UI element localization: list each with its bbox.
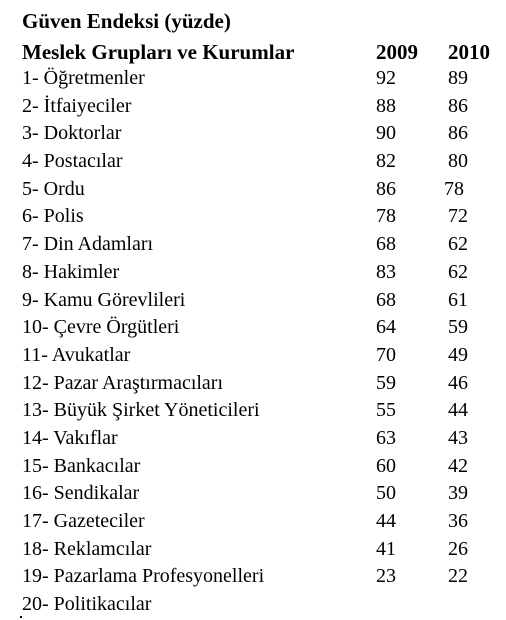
row-label: 6- Polis	[22, 205, 84, 228]
table-row	[22, 286, 502, 314]
value-2009: 59	[376, 371, 396, 394]
value-2010: 86	[448, 122, 468, 145]
column-header-groups: Meslek Grupları ve Kurumlar	[22, 40, 295, 64]
value-2009: 44	[376, 510, 396, 532]
value-2010: 62	[448, 260, 468, 283]
row-label: 2- İtfaiyeciler	[22, 94, 132, 117]
table-row	[22, 369, 502, 397]
value-2010: 26	[448, 537, 468, 560]
row-label: 12- Pazar Araştırmacıları	[22, 371, 224, 394]
value-2009: 68	[376, 233, 396, 256]
value-2010: 46	[448, 371, 468, 394]
value-2010: 22	[448, 565, 468, 588]
column-header-2009: 2009	[376, 40, 418, 64]
value-2010: 78	[444, 177, 464, 200]
value-2009: 55	[376, 399, 396, 422]
table-row	[22, 147, 502, 175]
value-2010: 42	[448, 454, 468, 477]
table-row	[22, 175, 502, 203]
table-row	[22, 452, 502, 480]
value-2010: 36	[448, 510, 468, 532]
value-2010: 89	[448, 67, 468, 89]
row-label: 9- Kamu Görevlileri	[22, 288, 186, 311]
value-2010: 39	[448, 482, 468, 505]
value-2009: 78	[376, 205, 396, 228]
table-row	[22, 479, 502, 507]
row-label: 18- Reklamcılar	[22, 537, 152, 560]
table-row	[22, 230, 502, 258]
row-label: 20- Politikacılar	[22, 593, 152, 616]
table-row	[22, 507, 502, 535]
value-2009: 60	[376, 454, 396, 477]
table-row	[22, 424, 502, 452]
value-2009: 68	[376, 288, 396, 311]
table-row	[22, 590, 502, 618]
row-label: 13- Büyük Şirket Yöneticileri	[22, 399, 260, 422]
table-row	[22, 313, 502, 341]
value-2009: 90	[376, 122, 396, 145]
table-row	[22, 562, 502, 590]
table-row	[22, 202, 502, 230]
table-row	[22, 258, 502, 286]
column-header-2010: 2010	[448, 40, 490, 64]
value-2009: 88	[376, 94, 396, 117]
table-row	[22, 396, 502, 424]
table-header	[22, 38, 502, 66]
page-title: Güven Endeksi (yüzde)	[22, 9, 231, 33]
value-2010: 62	[448, 233, 468, 256]
value-2010: 61	[448, 288, 468, 311]
row-label: 14- Vakıflar	[22, 426, 118, 449]
row-label: 11- Avukatlar	[22, 343, 131, 366]
table-row	[22, 119, 502, 147]
table-row	[22, 92, 502, 120]
value-2010: 59	[448, 316, 468, 339]
row-label: 16- Sendikalar	[22, 482, 140, 505]
value-2009: 63	[376, 426, 396, 449]
value-2009: 64	[376, 316, 396, 339]
row-label: 4- Postacılar	[22, 150, 123, 173]
value-2010: 49	[448, 343, 468, 366]
value-2010: 72	[448, 205, 468, 228]
value-2010: 80	[448, 150, 468, 173]
trust-index-table	[22, 64, 502, 618]
row-label: 5- Ordu	[22, 177, 85, 200]
value-2009: 82	[376, 150, 396, 173]
row-label: 8- Hakimler	[22, 260, 120, 283]
value-2009: 86	[376, 177, 396, 200]
stray-dot-mark	[20, 616, 22, 618]
value-2009: 50	[376, 482, 396, 505]
value-2009: 23	[376, 565, 396, 588]
table-row	[22, 535, 502, 563]
table-row	[22, 341, 502, 369]
row-label: 3- Doktorlar	[22, 122, 122, 145]
table-row	[22, 64, 502, 92]
value-2009: 92	[376, 67, 396, 89]
row-label: 15- Bankacılar	[22, 454, 141, 477]
row-label: 1- Öğretmenler	[22, 67, 145, 89]
value-2010: 44	[448, 399, 468, 422]
row-label: 19- Pazarlama Profesyonelleri	[22, 565, 265, 588]
row-label: 17- Gazeteciler	[22, 510, 145, 532]
value-2010: 86	[448, 94, 468, 117]
value-2009: 41	[376, 537, 396, 560]
row-label: 7- Din Adamları	[22, 233, 154, 256]
value-2010: 43	[448, 426, 468, 449]
value-2009: 83	[376, 260, 396, 283]
value-2009: 70	[376, 343, 396, 366]
row-label: 10- Çevre Örgütleri	[22, 316, 180, 339]
